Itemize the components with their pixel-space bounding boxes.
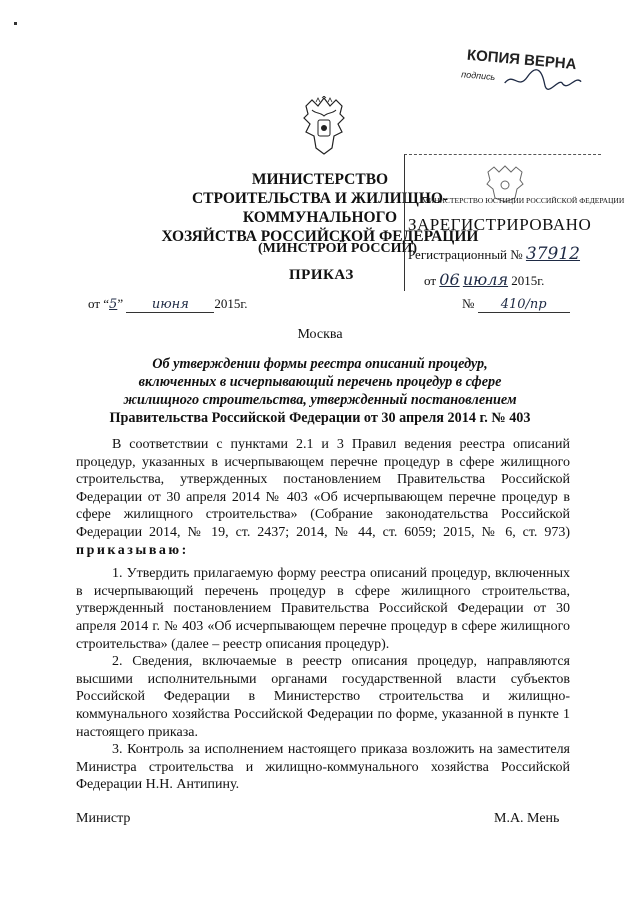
title-line-3: жилищного строительства, утвержденный постановлением: [123, 392, 517, 408]
title-line-1: Об утверждении формы реестра описаний процедур,: [152, 356, 488, 372]
scan-mark: [14, 22, 17, 25]
document-body: [76, 436, 570, 794]
registration-status: ЗАРЕГИСТРИРОВАНО: [408, 215, 592, 234]
registration-number: 37912: [525, 244, 581, 264]
intro-text: В соответствии с пунктами 2.1 и 3 Правил ведения реестра описаний процедур, указанных в исчерпывающем перечне процедур в сфере жилищного строительства, утвержденных постановлением Правительства Российской Федерации от 30 апреля 2014 № 403 «Об исчерпывающем перечне процедур в сфере жилищного строительства» (Собрание законодательства Российской Федерации 2014, № 19, ст. 2437; 2014, № 44, ст. 6059; 2015, № 6, ст. 973): [76, 437, 570, 540]
date-day: 5: [109, 297, 118, 312]
order-number: [462, 296, 570, 313]
copy-stamp-sub: подпись: [460, 69, 496, 83]
registration-year: 2015г.: [511, 273, 545, 288]
title-line-2: включенных в исчерпывающий перечень процедур в сфере: [138, 374, 502, 390]
ministry-line-1: МИНИСТЕРСТВО: [251, 171, 389, 188]
document-type: ПРИКАЗ: [289, 267, 354, 283]
signatory-position: Министр: [76, 811, 131, 826]
registration-date-label: от: [424, 273, 437, 288]
number-value: 410/пр: [478, 297, 570, 313]
city: Москва: [297, 327, 343, 342]
registration-day: 06: [439, 270, 460, 289]
paragraph-1: 1. Утвердить прилагаемую форму реестра описаний процедур, включенных в исчерпывающий перечень процедур в сфере жилищного строительства, утвержденный постановлением Правительства Российской Федерации от 30 апреля 2014 г. № 403 «Об исчерпывающем перечне процедур в сфере жилищного строительства» (далее – реестр описания процедур).: [76, 566, 570, 652]
intro-action: приказываю:: [76, 542, 189, 558]
registration-date-line: [424, 270, 544, 289]
registration-number-label: Регистрационный №: [408, 247, 523, 262]
date-prefix: от “: [88, 296, 110, 311]
date-year: 2015г.: [214, 296, 248, 311]
title-line-4: Правительства Российской Федерации от 30 апреля 2014 г. № 403: [109, 410, 531, 426]
paragraph-3: 3. Контроль за исполнением настоящего приказа возложить на заместителя Министра строительства и жилищно-коммунального хозяйства Российской Федерации Н.Н. Антипину.: [76, 742, 570, 793]
date-mid: ”: [117, 296, 127, 311]
copy-stamp-title: КОПИЯ ВЕРНА: [466, 47, 578, 74]
order-date: [88, 296, 247, 313]
document-title: [90, 355, 550, 427]
registration-authority: МИНИСТЕРСТВО ЮСТИЦИИ РОССИЙСКОЙ ФЕДЕРАЦИИ: [422, 196, 625, 205]
registration-number-line: [408, 244, 580, 264]
date-month: июня: [126, 297, 214, 313]
number-label: №: [462, 296, 475, 311]
intro-paragraph: [76, 436, 570, 559]
registration-month: июля: [462, 270, 509, 289]
ministry-line-3: ХОЗЯЙСТВА РОССИЙСКОЙ ФЕДЕРАЦИИ: [161, 228, 479, 245]
russian-coat-of-arms-icon: [298, 96, 350, 158]
ministry-line-2: СТРОИТЕЛЬСТВА И ЖИЛИЩНО-КОММУНАЛЬНОГО: [191, 190, 449, 226]
paragraph-2: 2. Сведения, включаемые в реестр описания процедур, направляются высшими исполнительными органами государственной власти субъектов Российской Федерации в Министерство строительства и жилищно-коммунального хозяйства Российской Федерации по форме, указанной в пункте 1 настоящего приказа.: [76, 654, 570, 740]
copy-verified-stamp: [448, 47, 608, 91]
ministry-short-name: (МИНСТРОЙ РОССИИ): [258, 241, 418, 256]
signatory-name: М.А. Мень: [494, 811, 560, 826]
